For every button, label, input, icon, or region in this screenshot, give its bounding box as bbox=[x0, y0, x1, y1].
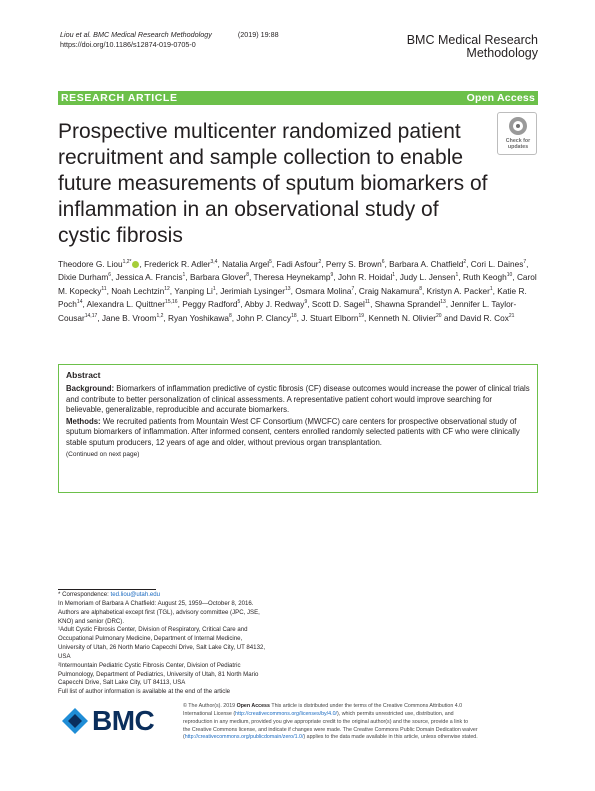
doi-link[interactable]: https://doi.org/10.1186/s12874-019-0705-0 bbox=[60, 40, 196, 49]
author-name[interactable]: Cori L. Daines bbox=[470, 259, 524, 269]
author-affiliation-marker: 20 bbox=[435, 312, 442, 319]
author-affiliation-marker: 11 bbox=[101, 286, 107, 293]
author-name[interactable]: Fadi Asfour bbox=[276, 259, 319, 269]
author-name[interactable]: John P. Clancy bbox=[236, 312, 292, 323]
affiliation-1-line3: University of Utah, 26 North Mario Capecchi Drive, Salt Lake City, UT 84132, bbox=[58, 644, 266, 652]
author-affiliation-marker: 7 bbox=[523, 259, 527, 266]
bmc-logo-mark-icon bbox=[62, 708, 88, 734]
author-name[interactable]: Jessica A. Francis bbox=[115, 272, 183, 283]
abstract-box bbox=[58, 364, 538, 493]
author-name[interactable]: Carol M. Kopecky bbox=[58, 272, 537, 296]
author-affiliation-marker: 6 bbox=[381, 259, 385, 266]
author-name[interactable]: Judy L. Jensen bbox=[399, 272, 456, 283]
author-name[interactable]: David R. Cox bbox=[460, 312, 509, 323]
bmc-logo-wordmark: BMC bbox=[92, 705, 155, 736]
full-author-info-note: Full list of author information is available at the end of the article bbox=[58, 688, 231, 696]
author-affiliation-marker: 1 bbox=[212, 286, 216, 293]
author-name[interactable]: Shawna Sprandel bbox=[374, 299, 441, 310]
author-name[interactable]: John R. Hoidal bbox=[337, 272, 393, 283]
check-for-updates-icon bbox=[509, 117, 527, 135]
license-statement: © The Author(s). 2019 Open Access This article is distributed under the terms of the Creative Commons Attribution 4.0 International License (http://creativecommons.org/licenses/by/4.0/), which permits unrestricted use, distribution, and reproduction in any medium, provided you give appropriate credit to the original author(s) and the source, provide a link to the Creative Commons license, and indicate if changes were made. The Creative Commons Public Domain Dedication waiver (http://creativecommons.org/publicdomain/zero/1.0/) applies to the data made available in this article, unless otherwise stated. bbox=[183, 703, 478, 741]
author-affiliation-marker: 8 bbox=[419, 286, 423, 293]
author-affiliation-marker: 1 bbox=[489, 286, 493, 293]
journal-brand-line1: BMC Medical Research bbox=[406, 33, 538, 47]
author-affiliation-marker: 14 bbox=[76, 299, 83, 306]
author-name[interactable]: Dixie Durham bbox=[58, 272, 109, 283]
memoriam-note: In Memoriam of Barbara A Chatfield: August 25, 1959—October 8, 2016. bbox=[58, 599, 254, 607]
author-affiliation-marker: 21 bbox=[508, 312, 515, 319]
author-affiliation-marker: 1,2 bbox=[156, 312, 164, 319]
continued-note: (Continued on next page) bbox=[66, 450, 140, 458]
footnotes bbox=[58, 591, 283, 697]
author-affiliation-marker: 9 bbox=[330, 272, 334, 279]
author-affiliation-marker: 1,2* bbox=[122, 259, 132, 266]
correspondence-email[interactable]: ted.liou@utah.edu bbox=[110, 591, 161, 598]
abstract-methods: Methods: We recruited patients from Mountain West CF Consortium (MWCFC) care centers for prospective observational study of sputum biomarkers of inflammation. After informed consent, centers enrolled randomly selected patients with CF who were clinically stable sputum producers, 12 years of age and older, without previous organ transplantation. bbox=[66, 416, 520, 447]
author-affiliation-marker: 3,4 bbox=[210, 259, 218, 266]
author-affiliation-marker: 12 bbox=[164, 286, 170, 293]
article-type-band bbox=[58, 91, 538, 105]
author-name[interactable]: Peggy Radford bbox=[182, 299, 238, 310]
affiliation-2-line1: ²Intermountain Pediatric Cystic Fibrosis Center, Division of Pediatric bbox=[58, 661, 241, 669]
author-affiliation-marker: 11 bbox=[364, 299, 371, 306]
author-affiliation-marker: 19 bbox=[358, 312, 365, 319]
authorship-note-line1: Authors are alphabetical except first (TGL), advisory committee (JPC, JSE, bbox=[58, 608, 260, 616]
author-affiliation-marker: 15,16 bbox=[165, 299, 178, 306]
author-affiliation-marker: 2 bbox=[318, 259, 322, 266]
year-volume: (2019) 19:88 bbox=[237, 30, 279, 39]
author-name[interactable]: Jennifer L. Taylor-Cousar bbox=[58, 299, 517, 323]
author-affiliation-marker: 2 bbox=[463, 259, 467, 266]
author-name[interactable]: Craig Nakamura bbox=[358, 285, 420, 296]
author-name[interactable]: Natalia Argel bbox=[222, 259, 270, 269]
author-name[interactable]: Theodore G. Liou bbox=[58, 259, 123, 269]
check-for-updates-text: Check for updates bbox=[505, 138, 531, 150]
author-name[interactable]: Jane B. Vroom bbox=[101, 312, 157, 323]
affiliation-1-line4: USA bbox=[58, 652, 71, 660]
open-access-label: Open Access bbox=[466, 92, 535, 104]
footnote-divider bbox=[58, 589, 156, 590]
author-affiliation-marker: 8 bbox=[246, 272, 249, 279]
author-name[interactable]: Theresa Heynekamp bbox=[253, 272, 331, 283]
author-affiliation-marker: 1 bbox=[455, 272, 459, 279]
journal-brand-line2: Methodology bbox=[466, 46, 538, 60]
author-list: Theodore G. Liou$^{1,2*}$ , Frederick R. Adler$^{3,4}$, Natalia Argel$^5$, Fadi Asfour$^2$, Perry S. Brown$^6$, Barbara A. Chatfield$^2$, Cori L. Daines$^7$, Dixie Durham$^6$, Jessica A. Francis$^1$, Barbara Glover$^8$, Theresa Heynekamp$^9$, John R. Hoidal$^1$, Judy L. Jensen$^1$, Ruth Keogh$^{10}$, Carol M. Kopecky$^{11}$, Noah Lechtzin$^{12}$, Yanping Li$^1$, Jerimiah Lysinger$^{13}$, Osmara Molina$^7$, Craig Nakamura$^8$, Kristyn A. Packer$^1$, Katie R. Poch$^{14}$, Alexandra L. Quittner$^{15,16}$, Peggy Radford$^5$, Abby J. Redway$^9$, Scott D. Sagel$^{11}$, Shawna Sprandel$^{13}$, Jennifer L. Taylor-Cousar$^{14,17}$, Jane B. Vroom$^{1,2}$, Ryan Yoshikawa$^8$, John P. Clancy$^{18}$, J. Stuart Elborn$^{19}$, Kenneth N. Olivier$^{20}$ and David R. Cox$^{21}$ bbox=[58, 259, 537, 323]
abstract-background: Background: Biomarkers of inflammation predictive of cystic fibrosis (CF) disease outcomes would increase the power of clinical trials and contribute to better personalization of clinical assessments. A representative patient cohort would improve searching for believable, generalizable, reproducible and accurate biomarkers. bbox=[66, 384, 530, 415]
author-name[interactable]: Scott D. Sagel bbox=[311, 299, 365, 310]
affiliation-2-line3: Capecchi Drive, Salt Lake City, UT 84113, USA bbox=[58, 679, 186, 687]
author-affiliation-marker: 6 bbox=[108, 272, 112, 279]
author-name[interactable]: Kristyn A. Packer bbox=[426, 285, 490, 296]
author-name[interactable]: Abby J. Redway bbox=[244, 299, 305, 310]
running-header-citation bbox=[60, 30, 279, 50]
journal-brand bbox=[407, 34, 538, 60]
author-name[interactable]: Noah Lechtzin bbox=[111, 285, 165, 296]
article-title: Prospective multicenter randomized patient recruitment and sample collection to enable future measurements of sputum biomarkers of inflammation in an observational study of cystic fibrosis bbox=[58, 120, 488, 247]
author-affiliation-marker: 7 bbox=[351, 286, 355, 293]
author-name[interactable]: Alexandra L. Quittner bbox=[86, 299, 166, 310]
author-affiliation-marker: 5 bbox=[269, 259, 272, 266]
cc0-waiver-link[interactable]: http://creativecommons.org/publicdomain/zero/1.0/ bbox=[184, 734, 304, 741]
author-name[interactable]: Kenneth N. Olivier bbox=[368, 312, 436, 323]
author-affiliation-marker: 14,17 bbox=[84, 312, 98, 319]
author-name[interactable]: Jerimiah Lysinger bbox=[220, 285, 285, 296]
author-name[interactable]: Barbara A. Chatfield bbox=[389, 259, 464, 269]
author-name[interactable]: Katie R. Poch bbox=[58, 285, 527, 310]
author-affiliation-marker: 18 bbox=[291, 312, 297, 319]
authorship-note-line2: KNO) and senior (DRC). bbox=[58, 617, 125, 625]
orcid-icon[interactable] bbox=[132, 261, 139, 268]
author-affiliation-marker: 8 bbox=[228, 312, 232, 319]
abstract-heading: Abstract bbox=[66, 370, 101, 380]
correspondence: * Correspondence: ted.liou@utah.edu bbox=[58, 591, 161, 598]
author-affiliation-marker: 10 bbox=[506, 272, 513, 279]
article-type-label: RESEARCH ARTICLE bbox=[61, 92, 178, 104]
author-affiliation-marker: 5 bbox=[237, 299, 241, 306]
author-affiliation-marker: 1 bbox=[392, 272, 396, 279]
author-affiliation-marker: 9 bbox=[304, 299, 308, 306]
author-name[interactable]: Perry S. Brown bbox=[325, 259, 382, 269]
author-affiliation-marker: 13 bbox=[440, 299, 446, 306]
author-name[interactable]: Ryan Yoshikawa bbox=[168, 312, 229, 323]
author-affiliation-marker: 1 bbox=[182, 272, 186, 279]
author-name[interactable]: Barbara Glover bbox=[189, 272, 247, 283]
journal-citation: Liou et al. BMC Medical Research Methodology bbox=[60, 30, 212, 39]
author-affiliation-marker: 13 bbox=[285, 286, 291, 293]
check-for-updates-badge[interactable] bbox=[497, 112, 537, 155]
affiliation-2-line2: Pulmonology, Department of Pediatrics, University of Utah, 81 North Mario bbox=[58, 670, 259, 678]
cc-by-license-link[interactable]: http://creativecommons.org/licenses/by/4.0/ bbox=[235, 710, 337, 717]
author-name[interactable]: Yanping Li bbox=[174, 285, 213, 296]
author-name[interactable]: Osmara Molina bbox=[295, 285, 352, 296]
author-name[interactable]: Frederick R. Adler bbox=[144, 259, 211, 269]
affiliation-1-line2: Occupational Pulmonary Medicine, Department of Internal Medicine, bbox=[58, 635, 243, 643]
author-name[interactable]: Ruth Keogh bbox=[462, 272, 507, 283]
bmc-logo bbox=[62, 705, 177, 736]
affiliation-1-line1: ¹Adult Cystic Fibrosis Center, Division of Respiratory, Critical Care and bbox=[58, 626, 248, 634]
author-name[interactable]: J. Stuart Elborn bbox=[301, 312, 359, 323]
